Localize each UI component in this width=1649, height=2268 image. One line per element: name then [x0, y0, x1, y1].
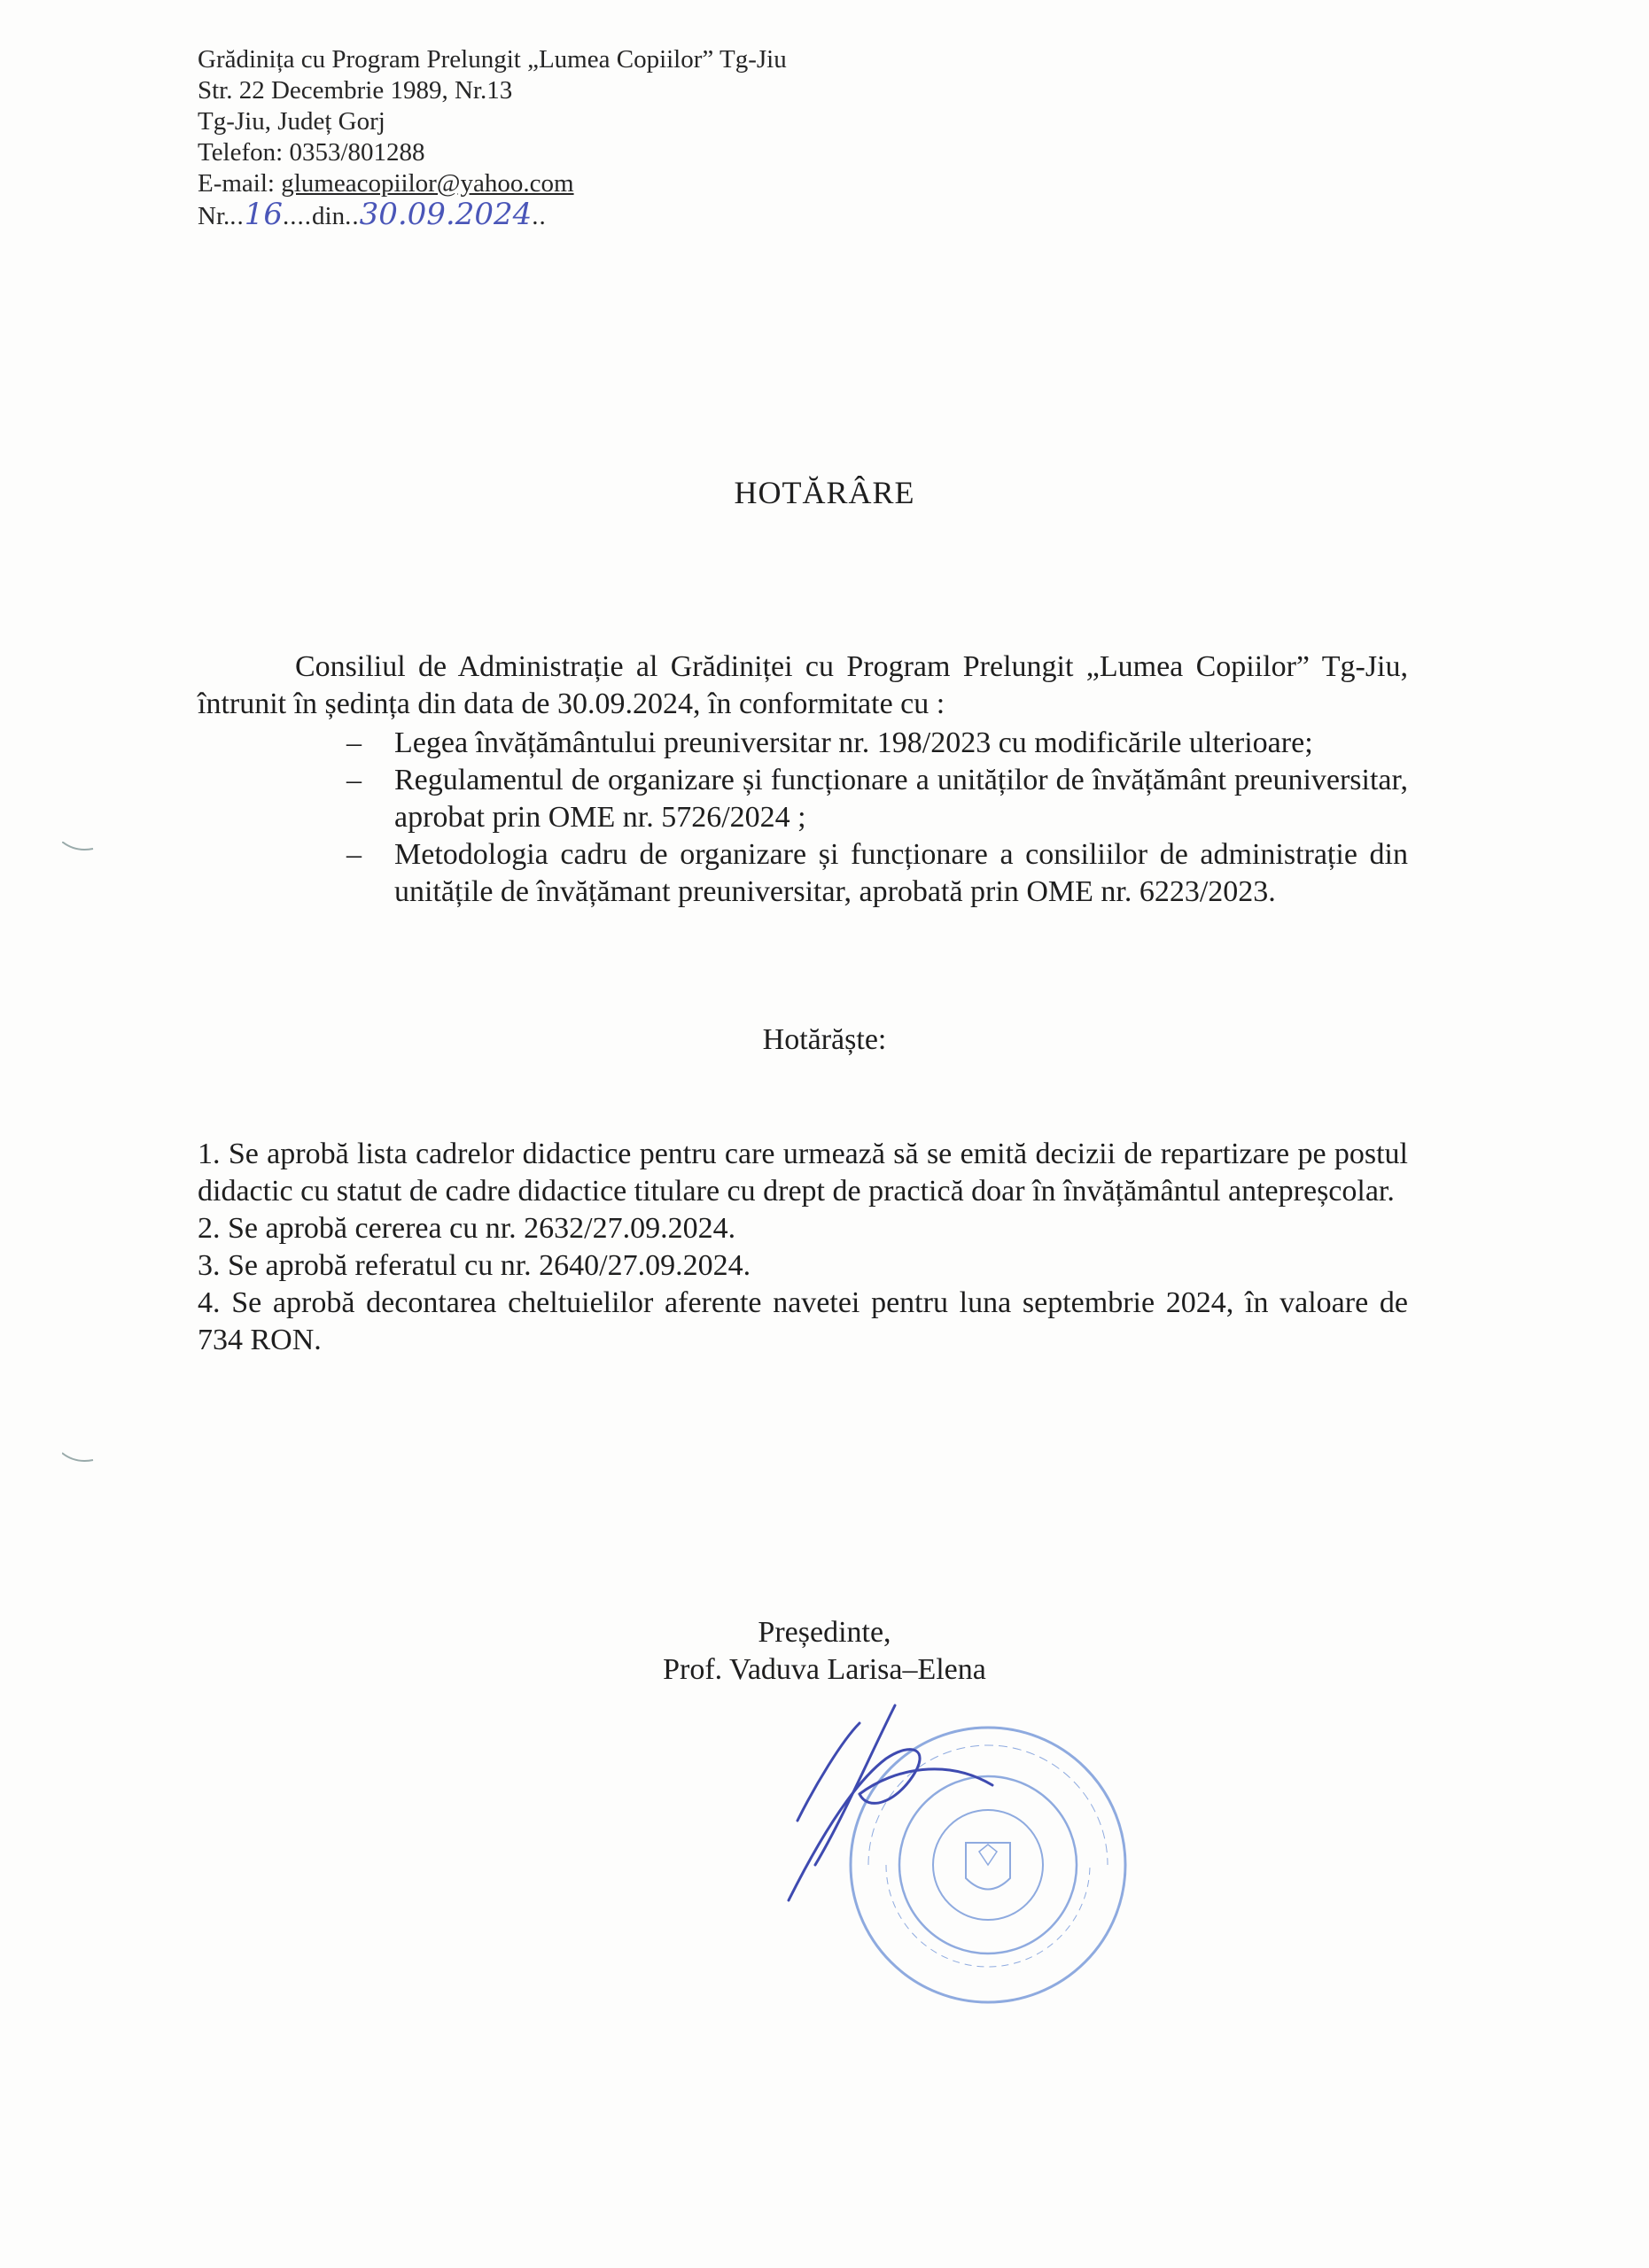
institution-name: Grădinița cu Program Prelungit „Lumea Copiilor” Tg-Jiu: [198, 45, 787, 74]
email-line: [198, 168, 787, 199]
signature-and-stamp: [762, 1688, 1134, 2024]
email-label: E-mail:: [198, 169, 282, 198]
president-role: Președinte,: [758, 1616, 891, 1649]
legal-basis-item: – Legea învățământului preuniversitar nr. 198/2023 cu modificările ulterioare;: [346, 726, 1313, 759]
handwritten-signature: [789, 1705, 992, 1900]
stamp-and-signature-graphic: [762, 1688, 1134, 2024]
address-city: Tg-Jiu, Județ Gorj: [198, 107, 385, 136]
handwritten-nr: 16: [244, 197, 284, 232]
handwritten-date: 30.09.2024: [359, 197, 533, 232]
intro-paragraph: Consiliul de Administrație al Grădiniței cu Program Prelungit „Lumea Copiilor” Tg-Jiu, întrunit în ședința din data de 30.09.2024, în conformitate cu :: [198, 650, 1408, 720]
din-label: din: [312, 202, 346, 230]
decision-item: 4. Se aprobă decontarea cheltuielilor aferente navetei pentru luna septembrie 2024, în valoare de 734 RON.: [198, 1286, 1408, 1356]
official-stamp: [851, 1728, 1125, 2002]
binder-marks: [62, 842, 97, 1462]
decision-item: 3. Se aprobă referatul cu nr. 2640/27.09.2024.: [198, 1249, 751, 1282]
decides-heading: Hotărăște:: [762, 1023, 887, 1056]
decision-item: 2. Se aprobă cererea cu nr. 2632/27.09.2024.: [198, 1212, 736, 1245]
legal-basis-list: [346, 725, 1408, 911]
address-street: Str. 22 Decembrie 1989, Nr.13: [198, 76, 513, 105]
decision-item: 1. Se aprobă lista cadrelor didactice pentru care urmează să se emită decizii de repartizare pe postul didactic cu statut de cadre didactice titulare cu drept de practică doar în învățământul antepreșcolar.: [198, 1138, 1408, 1208]
letterhead: [198, 44, 787, 232]
document-title: HOTĂRÂRE: [734, 475, 915, 510]
legal-basis-item: – Regulamentul de organizare și funcționare a unităților de învățământ preuniversitar, aprobat prin OME nr. 5726/2024 ;: [346, 764, 1408, 834]
email-address: glumeacopiilor@yahoo.com: [281, 169, 574, 198]
nr-label: Nr.: [198, 202, 230, 230]
signature-block: [0, 1614, 1649, 1689]
phone-line: Telefon: 0353/801288: [198, 138, 425, 167]
registration-line: Nr...16....din..30.09.2024..: [198, 197, 547, 232]
decision-items: [198, 1136, 1408, 1359]
legal-basis-item: – Metodologia cadru de organizare și funcționare a consiliilor de administrație din unitățile de învățămant preuniversitar, aprobată prin OME nr. 6223/2023.: [346, 838, 1408, 908]
president-name: Prof. Vaduva Larisa–Elena: [663, 1653, 986, 1686]
